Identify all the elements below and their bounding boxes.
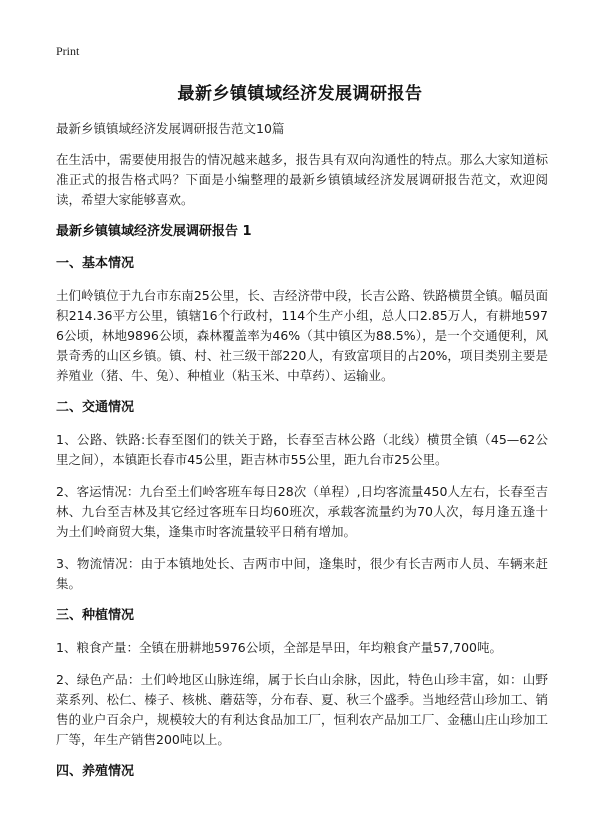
document-subtitle: 最新乡镇镇域经济发展调研报告范文10篇 bbox=[56, 121, 285, 136]
section-heading-basic: 一、基本情况 bbox=[56, 256, 135, 271]
report-heading: 最新乡镇镇域经济发展调研报告 1 bbox=[56, 224, 252, 239]
section-heading-transport: 二、交通情况 bbox=[56, 400, 135, 415]
intro-paragraph: 在生活中，需要使用报告的情况越来越多，报告具有双向沟通性的特点。那么大家知道标准正式的报告格式吗？下面是小编整理的最新乡镇镇域经济发展调研报告范文，欢迎阅读，希望大家能够喜欢。 bbox=[56, 152, 548, 207]
planting-paragraph-1: 1、粮食产量：全镇在册耕地5976公顷，全部是旱田，年均粮食产量57,700吨。 bbox=[56, 640, 503, 655]
print-label: Print bbox=[56, 44, 80, 58]
page-title: 最新乡镇镇域经济发展调研报告 bbox=[177, 84, 423, 104]
transport-paragraph-3: 3、物流情况：由于本镇地处长、吉两市中间，逢集时，很少有长吉两市人员、车辆来赶集。 bbox=[56, 556, 548, 591]
planting-paragraph-2: 2、绿色产品：土们岭地区山脉连绵，属于长白山余脉，因此，特色山珍丰富，如：山野菜系列、松仁、榛子、核桃、蘑菇等，分布春、夏、秋三个盛季。当地经营山珍加工、销售的业户百余户，规模较大的有利达食品加工厂，恒利农产品加工厂、金穗山庄山珍加工厂等，年生产销售200吨以上。 bbox=[56, 672, 548, 747]
basic-paragraph: 土们岭镇位于九台市东南25公里，长、吉经济带中段，长吉公路、铁路横贯全镇。幅员面积214.36平方公里，镇辖16个行政村，114个生产小组，总人口2.85万人，有耕地5976公顷，林地9896公顷，森林覆盖率为46%（其中镇区为88.5%），是一个交通便利，风景奇秀的山区乡镇。镇、村、社三级干部220人，有致富项目的占20%，项目类别主要是养殖业（猪、牛、兔）、种植业（粘玉米、中草药）、运输业。 bbox=[56, 288, 548, 383]
document-body bbox=[56, 150, 548, 794]
section-heading-breeding: 四、养殖情况 bbox=[56, 764, 135, 779]
transport-paragraph-2: 2、客运情况：九台至土们岭客班车每日28次（单程）,日均客流量450人左右，长春至吉林、九台至吉林及其它经过客班车日均60班次，承载客流量约为70人次，每月逢五逢十为土们岭商贸大集，逢集市时客流量较平日稍有增加。 bbox=[56, 484, 548, 539]
transport-paragraph-1: 1、公路、铁路:长春至图们的铁关于路，长春至吉林公路（北线）横贯全镇（45—62公里之间），本镇距长春市45公里，距吉林市55公里，距九台市25公里。 bbox=[56, 432, 548, 467]
section-heading-planting: 三、种植情况 bbox=[56, 608, 135, 623]
